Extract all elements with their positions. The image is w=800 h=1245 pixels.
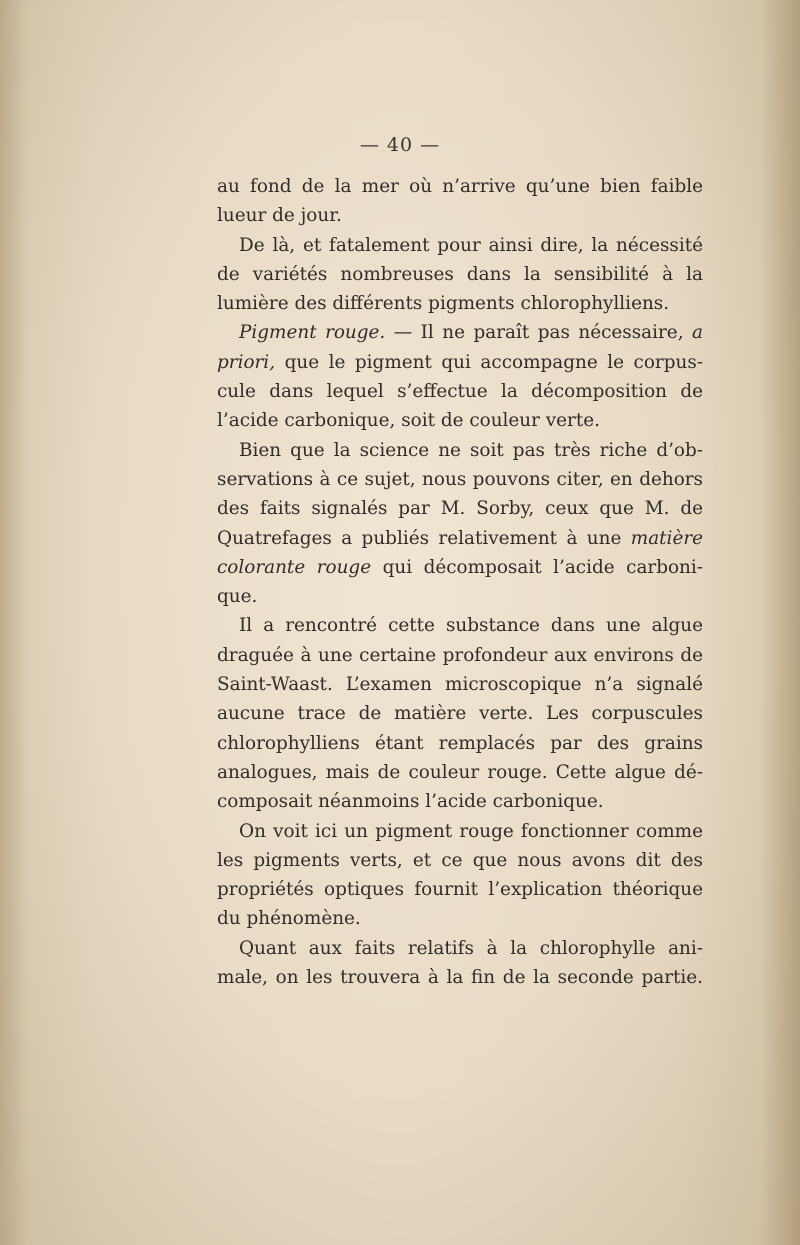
body-text [217,172,703,992]
page-number: — 40 — [359,134,441,156]
text-line: au fond de la mer où n’arrive qu’une bien faible [217,176,703,197]
text-line: Il a rencontré cette substance dans une algue [239,615,703,637]
text-line: de variétés nombreuses dans la sensibilité à la [217,263,703,285]
text-line: du phénomène. [217,908,361,930]
text-line: composait néanmoins l’acide carbonique. [217,791,604,813]
text-line: servations à ce sujet, nous pouvons citer, en dehors [217,468,703,490]
text-line: Quatrefages a publiés relativement à une matière [217,527,703,549]
page-edge-shadow-left [0,0,28,1245]
text-line: Bien que la science ne soit pas très riche d’ob- [239,439,703,461]
text-line: aucune trace de matière verte. Les corpuscules [217,703,703,725]
text-line: colorante rouge qui décomposait l’acide carboni- [217,556,703,578]
text-line: Quant aux faits relatifs à la chlorophylle ani- [239,937,703,959]
text-line: Pigment rouge. — Il ne paraît pas nécessaire, a [239,322,703,344]
text-line: les pigments verts, et ce que nous avons dit des [217,849,703,871]
text-line: lueur de jour. [217,205,342,227]
section-heading: Pigment rouge. [239,322,386,344]
text-line: Saint-Waast. L’examen microscopique n’a signalé [217,674,703,696]
text-line: que. [217,586,258,608]
text-line: De là, et fatalement pour ainsi dire, la nécessité [239,234,703,256]
text-line: chlorophylliens étant remplacés par des grains [217,732,703,754]
text-line: draguée à une certaine profondeur aux environs de [217,644,703,666]
text-line: analogues, mais de couleur rouge. Cette algue dé- [217,761,703,783]
text-line: lumière des différents pigments chlorophylliens. [217,293,670,315]
page-edge-shadow-right [760,0,800,1245]
text-line: priori, que le pigment qui accompagne le corpus- [217,351,703,373]
text-line: l’acide carbonique, soit de couleur verte. [217,410,600,432]
text-line: male, on les trouvera à la fin de la seconde partie. [217,967,703,989]
text-line: cule dans lequel s’effectue la décomposition de [217,381,703,403]
text-line: On voit ici un pigment rouge fonctionner comme [239,820,703,842]
text-line: des faits signalés par M. Sorby, ceux que M. de [217,498,703,520]
text-line: propriétés optiques fournit l’explication théorique [217,879,703,901]
